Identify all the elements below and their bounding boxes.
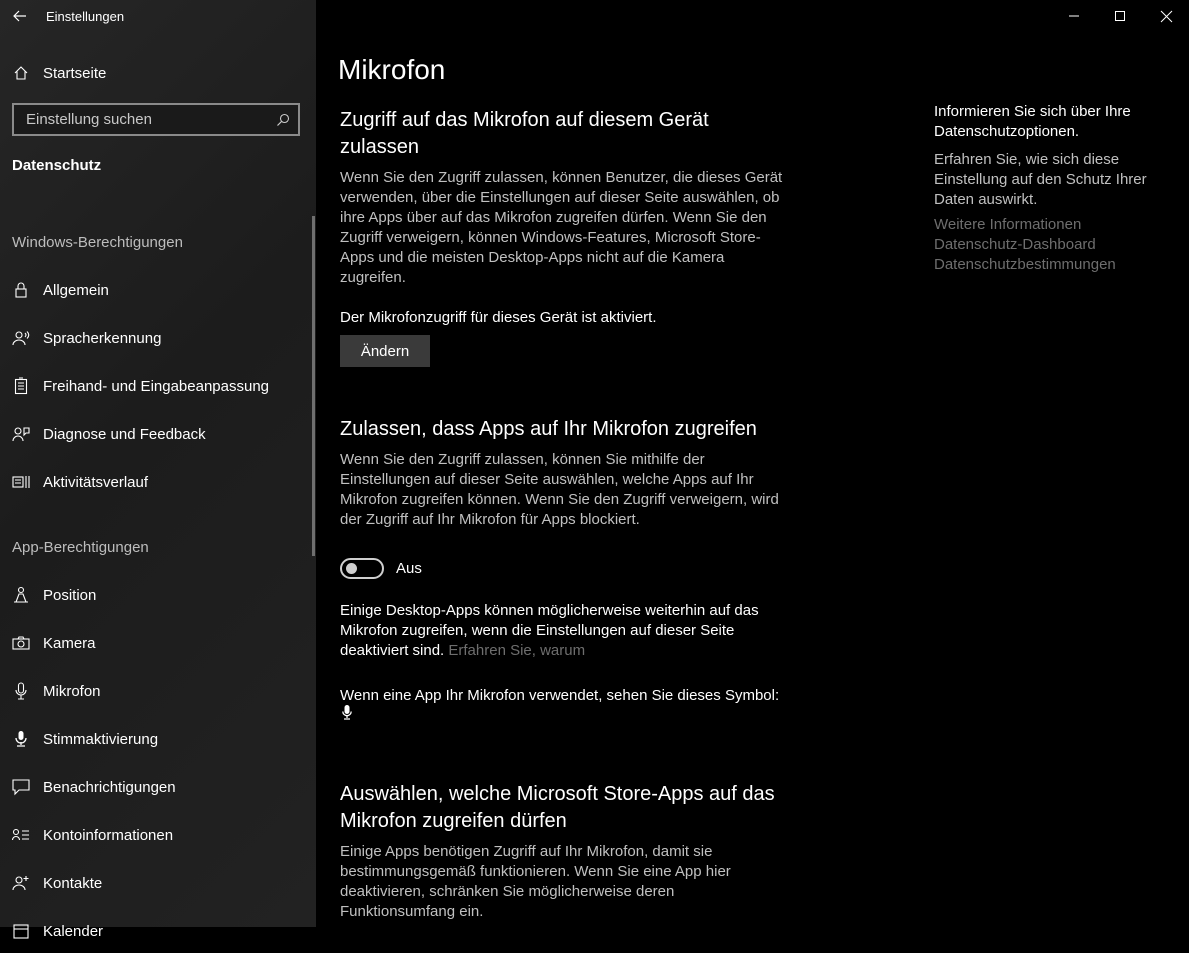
sidebar-item-label: Diagnose und Feedback [43,425,206,443]
store-apps-heading: Auswählen, welche Microsoft Store-Apps auf das Mikrofon zugreifen dürfen [340,783,775,832]
sidebar-item-freihand[interactable] [0,364,316,408]
sidebar-item-kamera[interactable] [0,621,316,665]
search-input[interactable] [24,110,264,129]
toggle-state-label: Aus [396,560,422,577]
sidebar-item-label: Freihand- und Eingabeanpassung [43,377,270,395]
close-button[interactable] [1143,0,1189,32]
sidebar-item-benachrichtigungen[interactable] [0,765,316,809]
timeline-icon [11,472,31,492]
sidebar-item-label: Startseite [43,64,107,82]
store-apps-description: Einige Apps benötigen Zugriff auf Ihr Mikrofon, damit sie bestimmungsgemäß funktionieren. Wenn Sie eine App hier deaktivieren, schränken Sie möglicherweise deren Funktionsumfang ein. [340,843,731,920]
close-icon [1161,11,1172,22]
sidebar-item-mikrofon[interactable] [0,669,316,713]
sidebar-item-spracherkennung[interactable] [0,316,316,360]
account-info-icon [11,825,31,845]
desktop-apps-note-text: Einige Desktop-Apps können möglicherweise weiterhin auf das Mikrofon zugreifen, wenn die Einstellungen auf dieser Seite deaktiviert sind. [340,602,759,659]
sidebar-item-label: Mikrofon [43,682,101,700]
privacy-options-description: Erfahren Sie, wie sich diese Einstellung auf den Schutz Ihrer Daten auswirkt. [934,151,1147,208]
sidebar-item-label: Kontakte [43,874,103,892]
toggle-knob [346,563,357,574]
back-button[interactable] [0,0,40,32]
notification-icon [11,777,31,797]
lock-icon [11,280,31,300]
sidebar-item-position[interactable] [0,573,316,617]
clipboard-icon [11,376,31,396]
microphone-icon [11,681,31,701]
back-arrow-icon [13,10,27,22]
app-access-description: Wenn Sie den Zugriff zulassen, können Sie mithilfe der Einstellungen auf dieser Seite auswählen, welche Apps auf Ihr Mikrofon zugreifen können. Wenn Sie den Zugriff verweigern, wird der Zugriff auf Ihr Mikrofon für Apps blockiert. [340,451,779,528]
change-button[interactable]: Ändern [340,335,430,367]
feedback-icon [11,424,31,444]
microphone-indicator-icon [342,705,352,720]
app-access-heading: Zulassen, dass Apps auf Ihr Mikrofon zugreifen [340,418,757,440]
sidebar-item-home[interactable] [0,51,316,95]
location-icon [11,585,31,605]
device-access-heading: Zugriff auf das Mikrofon auf diesem Gerät zulassen [340,109,709,158]
voice-activation-icon [11,729,31,749]
home-icon [11,63,31,83]
sidebar-item-label: Kontoinformationen [43,826,174,844]
minimize-button[interactable] [1051,0,1097,32]
mic-symbol-note: Wenn eine App Ihr Mikrofon verwendet, sehen Sie dieses Symbol: [340,687,780,704]
learn-why-link[interactable]: Erfahren Sie, warum [448,642,586,659]
privacy-dashboard-link[interactable]: Datenschutz-Dashboard [934,236,1096,253]
app-title: Einstellungen [46,8,125,24]
maximize-icon [1115,11,1125,21]
main-content [316,0,1189,927]
maximize-button[interactable] [1097,0,1143,32]
sidebar-item-allgemein[interactable] [0,268,316,312]
sidebar-item-aktivitaetsverlauf[interactable] [0,460,316,504]
sidebar-item-label: Position [43,586,97,604]
sidebar-item-label: Allgemein [43,281,109,299]
title-bar-left [0,0,316,32]
sidebar-group-apps: App-Berechtigungen [12,539,149,556]
privacy-statement-link[interactable]: Datenschutzbestimmungen [934,256,1116,273]
sidebar-item-label: Kalender [43,922,104,940]
sidebar-item-kalender[interactable] [0,909,316,953]
sidebar-item-stimmaktivierung[interactable] [0,717,316,761]
privacy-options-title: Informieren Sie sich über Ihre Datenschutzoptionen. [934,103,1131,140]
sidebar-group-windows: Windows-Berechtigungen [12,234,183,251]
device-access-description: Wenn Sie den Zugriff zulassen, können Benutzer, die dieses Gerät verwenden, über die Einstellungen auf dieser Seite auswählen, ob ihre Apps über auf das Mikrofon zugreifen dürfen. Wenn Sie den Zugriff verweigern, können Windows-Features, Microsoft Store-Apps und die meisten Desktop-Apps nicht auf die Kamera zugreifen. [340,169,783,286]
sidebar-item-kontakte[interactable] [0,861,316,905]
page-title: Mikrofon [338,54,446,85]
speech-icon [11,328,31,348]
sidebar-item-label: Spracherkennung [43,329,162,347]
contacts-icon [11,873,31,893]
camera-icon [11,633,31,653]
sidebar-item-label: Stimmaktivierung [43,730,159,748]
calendar-icon [11,921,31,941]
sidebar-item-label: Aktivitätsverlauf [43,473,149,491]
more-info-link[interactable]: Weitere Informationen [934,216,1082,233]
sidebar-item-diagnose[interactable] [0,412,316,456]
sidebar-item-label: Benachrichtigungen [43,778,176,796]
sidebar-section-label: Datenschutz [12,157,102,174]
search-icon [276,113,290,127]
minimize-icon [1069,11,1079,21]
search-field[interactable] [12,103,300,136]
sidebar-item-label: Kamera [43,634,96,652]
desktop-apps-note [340,601,790,661]
sidebar [0,0,316,940]
app-access-toggle[interactable] [340,558,384,579]
window-controls [1051,0,1189,32]
sidebar-item-kontoinformationen[interactable] [0,813,316,857]
sidebar-scrollbar[interactable] [312,216,315,556]
device-access-status: Der Mikrofonzugriff für dieses Gerät ist aktiviert. [340,309,657,326]
